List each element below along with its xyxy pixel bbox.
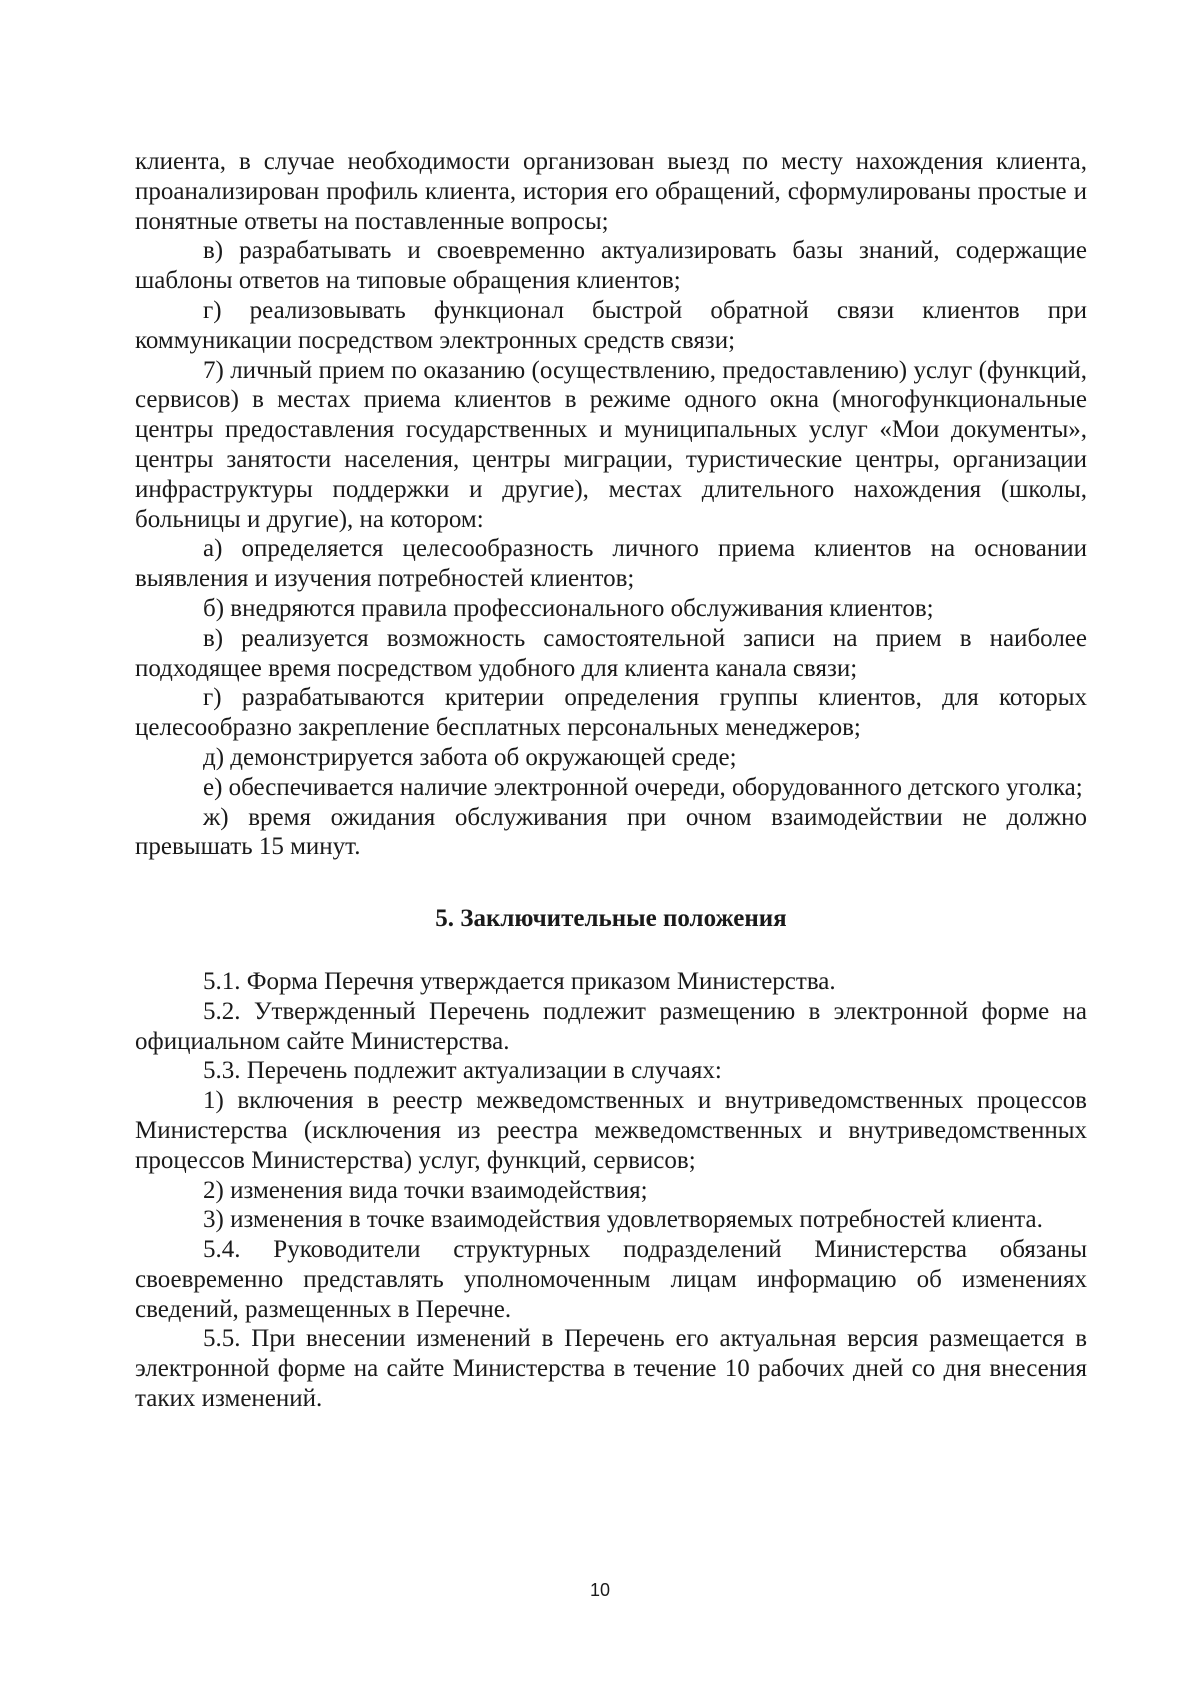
paragraph: 5.3. Перечень подлежит актуализации в случаях: [203,1057,722,1085]
paragraph: 5.5. При внесении изменений в Перечень его актуальная версия размещается в электронной форме на сайте Министерства в течение 10 рабочих дней со дня внесения таких изменений. [135,1325,1087,1413]
paragraph: г) реализовывать функционал быстрой обратной связи клиентов при коммуникации посредством электронных средств связи; [135,296,1087,354]
paragraph: 5.1. Форма Перечня утверждается приказом Министерства. [203,967,836,995]
paragraph: 3) изменения в точке взаимодействия удовлетворяемых потребностей клиента. [203,1206,1043,1234]
page-number: 10 [589,1580,611,1600]
paragraph: 2) изменения вида точки взаимодействия; [203,1176,648,1204]
paragraph: в) разрабатывать и своевременно актуализировать базы знаний, содержащие шаблоны ответов на типовые обращения клиентов; [135,237,1087,295]
paragraph: 1) включения в реестр межведомственных и внутриведомственных процессов Министерства (исключения из реестра межведомственных и внутриведомственных процессов Министерства) услуг, функций, сервисов; [135,1087,1087,1174]
section-heading: 5. Заключительные положения [435,905,787,933]
paragraph: в) реализуется возможность самостоятельной записи на прием в наиболее подходящее время посредством удобного для клиента канала связи; [135,624,1087,682]
paragraph: а) определяется целесообразность личного приема клиентов на основании выявления и изучения потребностей клиентов; [135,535,1087,593]
paragraph: б) внедряются правила профессионального обслуживания клиентов; [203,594,934,622]
paragraph: 5.2. Утвержденный Перечень подлежит размещению в электронной форме на официальном сайте Министерства. [135,997,1087,1055]
paragraph: ж) время ожидания обслуживания при очном взаимодействии не должно превышать 15 минут. [135,803,1087,861]
paragraph: клиента, в случае необходимости организован выезд по месту нахождения клиента, проанализирован профиль клиента, история его обращений, сформулированы простые и понятные ответы на поставленные вопросы; [135,148,1087,235]
document-body [135,147,1087,1414]
paragraph: 5.4. Руководители структурных подразделений Министерства обязаны своевременно представлять уполномоченным лицам информацию об изменениях сведений, размещенных в Перечне. [135,1236,1087,1323]
paragraph: 7) личный прием по оказанию (осуществлению, предоставлению) услуг (функций, сервисов) в местах приема клиентов в режиме одного окна (многофункциональные центры предоставления государственных и муниципальных услуг «Мои документы», центры занятости населения, центры миграции, туристические центры, организации инфраструктуры поддержки и другие), местах длительного нахождения (школы, больницы и другие), на котором: [135,356,1087,533]
paragraph: г) разрабатываются критерии определения группы клиентов, для которых целесообразно закрепление бесплатных персональных менеджеров; [135,684,1087,742]
paragraph: д) демонстрируется забота об окружающей среде; [203,743,737,771]
paragraph: е) обеспечивается наличие электронной очереди, оборудованного детского уголка; [203,773,1083,801]
